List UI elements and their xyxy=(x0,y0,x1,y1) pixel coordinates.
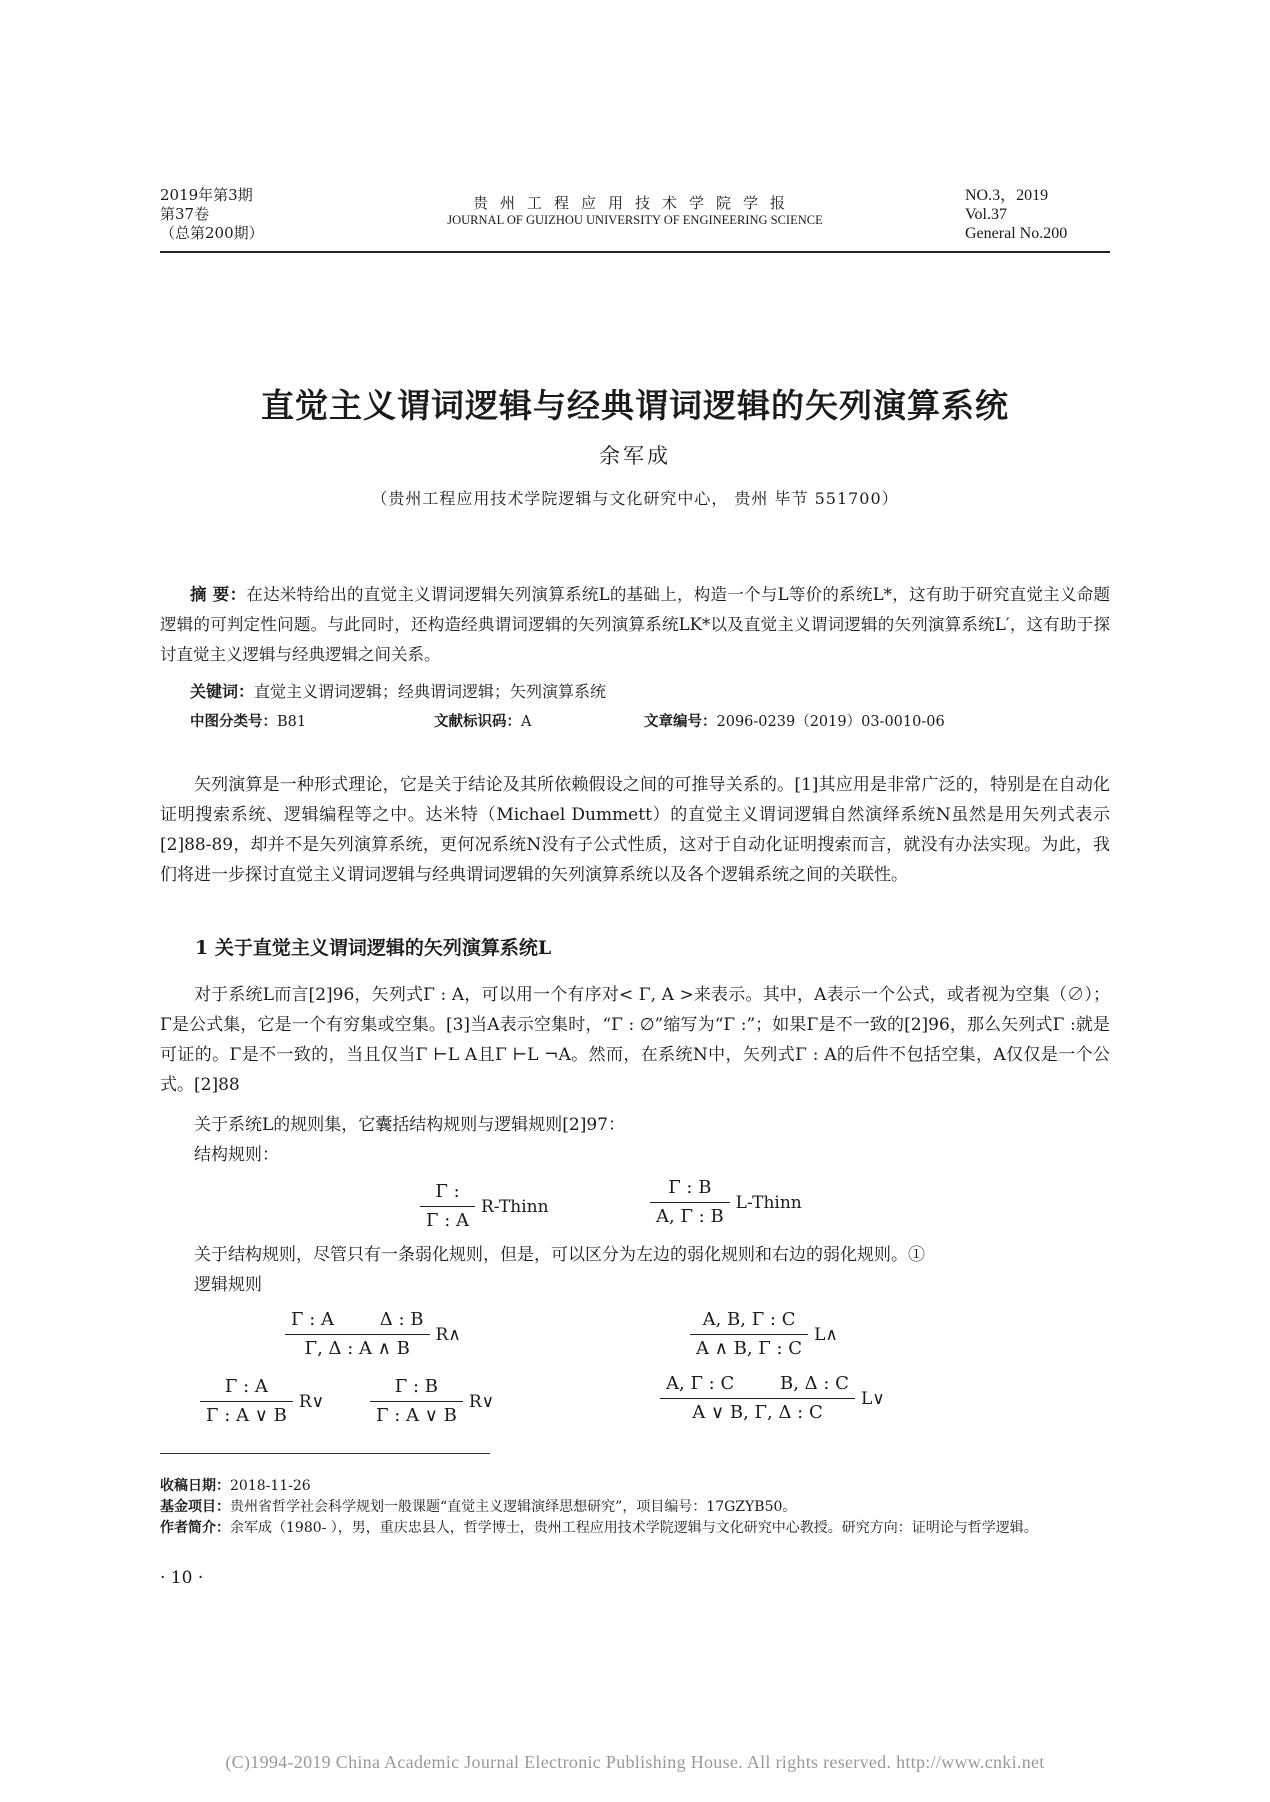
paragraph-weakening: 关于结构规则，尽管只有一条弱化规则，但是，可以区分为左边的弱化规则和右边的弱化规则。① xyxy=(194,1245,925,1265)
article-no-value: 2096-0239（2019）03-0010-06 xyxy=(716,714,945,730)
rule-numerator: Γ : A Δ : B xyxy=(285,1308,430,1335)
rule-name: L∨ xyxy=(860,1388,885,1409)
footnote-text: 余军成（1980- ），男，重庆忠县人，哲学博士，贵州工程应用技术学院逻辑与文化研究中心教授。研究方向：证明论与哲学逻辑。 xyxy=(230,1520,1038,1536)
article-no-label: 文章编号： xyxy=(644,713,717,730)
journal-name xyxy=(400,194,870,228)
rule-numerator: A, B, Γ : C xyxy=(690,1308,808,1335)
issue-general-en: General No.200 xyxy=(965,225,1068,242)
rule-r-thinn xyxy=(420,1180,549,1233)
rule-name: L-Thinn xyxy=(735,1192,802,1213)
clc-label: 中图分类号： xyxy=(190,713,277,730)
journal-name-cn: 贵州工程应用技术学院学报 xyxy=(472,194,797,212)
copyright-footer: (C)1994-2019 China Academic Journal Electronic Publishing House. All rights reserved. http://www.cnki.net xyxy=(225,1752,1045,1772)
issue-no-en: NO.3，2019 xyxy=(965,187,1049,204)
abstract-text: 在达米特给出的直觉主义谓词逻辑矢列演算系统L的基础上，构造一个与L等价的系统L*，这有助于研究直觉主义命题逻辑的可判定性问题。与此同时，还构造经典谓词逻辑的矢列演算系统LK*以及直觉主义谓词逻辑的矢列演算系统L′，这有助于探讨直觉主义逻辑与经典逻辑之间关系。 xyxy=(160,585,1111,664)
paper-title: 直觉主义谓词逻辑与经典谓词逻辑的矢列演算系统 xyxy=(261,386,1009,425)
rule-l-or xyxy=(660,1372,885,1425)
paper-author: 余军成 xyxy=(599,444,671,468)
rule-denominator: A, Γ : B xyxy=(656,1206,724,1227)
rule-r-or-right xyxy=(370,1375,494,1428)
rule-l-and xyxy=(690,1308,838,1361)
rule-r-and xyxy=(285,1308,461,1361)
footnote-fund xyxy=(160,1497,1110,1518)
rule-denominator: Γ, Δ : A ∧ B xyxy=(304,1338,410,1359)
issue-total: （总第200期） xyxy=(160,224,264,242)
footnote-text: 2018-11-26 xyxy=(230,1478,311,1494)
paragraph-rule-set: 关于系统L的规则集，它囊括结构规则与逻辑规则[2]97： xyxy=(194,1115,626,1135)
structural-rules-label: 结构规则： xyxy=(194,1145,279,1165)
abstract-label: 摘 要： xyxy=(190,585,247,604)
rule-name: R∨ xyxy=(298,1391,325,1412)
paragraph-system-l: 对于系统L而言[2]96，矢列式Γ : A，可以用一个有序对< Γ, A >来表示。其中，A表示一个公式，或者视为空集（∅）；Γ是公式集，它是一个有穷集或空集。[3]当A表示空集时，“Γ : ∅”缩写为“Γ :”；如果Γ是不一致的[2]96，那么矢列式Γ :就是可证的。Γ是不一致的，当且仅当Γ ⊢L A且Γ ⊢L ¬A。然而，在系统N中，矢列式Γ : A的后件不包括空集，A仅仅是一个公式。[2]88 xyxy=(160,985,1110,1095)
keywords-text: 直觉主义谓词逻辑；经典谓词逻辑；矢列演算系统 xyxy=(254,682,607,701)
rule-denominator: Γ : A xyxy=(426,1210,469,1231)
issue-year: 2019年第3期 xyxy=(160,186,253,204)
clc-value: B81 xyxy=(277,714,307,730)
rule-name: R∧ xyxy=(435,1324,461,1345)
journal-name-en: JOURNAL OF GUIZHOU UNIVERSITY OF ENGINEERING SCIENCE xyxy=(447,213,823,227)
intro-paragraph: 矢列演算是一种形式理论，它是关于结论及其所依赖假设之间的可推导关系的。[1]其应用是非常广泛的，特别是在自动化证明搜索系统、逻辑编程等之中。达米特（Michael Dummett）的直觉主义谓词逻辑自然演绎系统N虽然是用矢列式表示[2]88-89，却并不是矢列演算系统，更何况系统N没有子公式性质，这对于自动化证明搜索而言，就没有办法实现。为此，我们将进一步探讨直觉主义谓词逻辑与经典谓词逻辑的矢列演算系统以及各个逻辑系统之间的关联性。 xyxy=(160,775,1110,885)
rule-numerator: Γ : A xyxy=(200,1375,293,1402)
section-heading-1: 1 关于直觉主义谓词逻辑的矢列演算系统L xyxy=(195,937,552,959)
rule-name: R-Thinn xyxy=(481,1196,549,1217)
logical-rules-label: 逻辑规则 xyxy=(194,1275,262,1295)
footnote-label: 收稿日期： xyxy=(160,1478,230,1494)
rule-denominator: A ∨ B, Γ, Δ : C xyxy=(692,1402,823,1423)
rule-numerator: A, Γ : C B, Δ : C xyxy=(660,1372,855,1399)
keywords-label: 关键词： xyxy=(190,682,255,701)
doc-code-label: 文献标识码： xyxy=(434,713,521,730)
issue-info xyxy=(160,186,264,243)
issue-vol-en: Vol.37 xyxy=(965,206,1007,223)
rule-denominator: Γ : A ∨ B xyxy=(206,1405,287,1426)
footnote-label: 作者简介： xyxy=(160,1520,230,1536)
abstract xyxy=(160,580,1110,670)
rule-denominator: A ∧ B, Γ : C xyxy=(696,1338,803,1359)
footnotes xyxy=(160,1476,1110,1539)
footnote-received xyxy=(160,1476,1110,1497)
rule-numerator: Γ : B xyxy=(370,1375,463,1402)
footnote-label: 基金项目： xyxy=(160,1499,230,1515)
footnote-author-bio xyxy=(160,1518,1110,1539)
author-affiliation: （贵州工程应用技术学院逻辑与文化研究中心， 贵州 毕节 551700） xyxy=(371,489,899,508)
page-number: · 10 · xyxy=(160,1568,204,1588)
issue-volume: 第37卷 xyxy=(160,205,210,223)
footnote-text: 贵州省哲学社会科学规划一般课题“直觉主义逻辑演绎思想研究”，项目编号：17GZYB50。 xyxy=(230,1499,797,1515)
header-divider xyxy=(160,251,1110,253)
keywords xyxy=(190,680,606,704)
rule-r-or-left xyxy=(200,1375,324,1428)
rule-name: R∨ xyxy=(468,1391,495,1412)
rule-denominator: Γ : A ∨ B xyxy=(376,1405,457,1426)
rule-numerator: Γ : B xyxy=(650,1176,730,1203)
rule-name: L∧ xyxy=(814,1324,838,1345)
rule-numerator: Γ : xyxy=(420,1180,475,1207)
doc-code-value: A xyxy=(521,714,532,730)
footnote-divider xyxy=(160,1453,490,1454)
rule-l-thinn xyxy=(650,1176,802,1229)
issue-info-en xyxy=(965,186,1067,243)
